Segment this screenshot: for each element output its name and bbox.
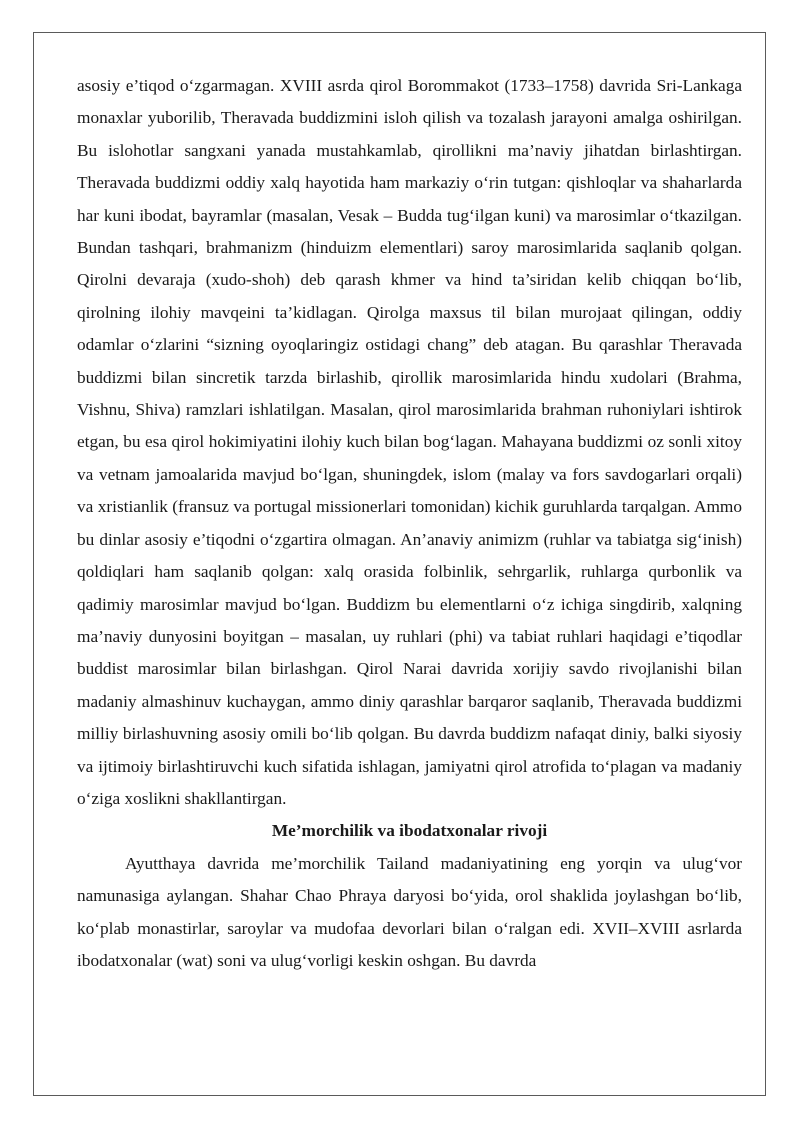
paragraph-architecture: Ayutthaya davrida me’morchilik Tailand madaniyatining eng yorqin va ulug‘vor namunasiga aylangan. Shahar Chao Phraya daryosi bo‘yida, orol shaklida joylashgan bo‘lib, ko‘plab monastirlar, saroylar va mudofaa devorlari bilan o‘ralgan edi. XVII–XVIII asrlarda ibodatxonalar (wat) soni va ulug‘vorligi keskin oshgan. Bu davrda bbox=[77, 853, 742, 970]
paragraph-religion: asosiy e’tiqod o‘zgarmagan. XVIII asrda qirol Borommakot (1733–1758) davrida Sri-Lankaga monaxlar yuborilib, Theravada buddizmini isloh qilish va tozalash jarayoni amalga oshirilgan. Bu islohotlar sangxani yanada mustahkamlab, qirollikni ma’naviy jihatdan birlashtirgan. Theravada buddizmi oddiy xalq hayotida ham markaziy o‘rin tutgan: qishloqlar va shaharlarda har kuni ibodat, bayramlar (masalan, Vesak – Budda tug‘ilgan kuni) va marosimlar o‘tkazilgan. Bundan tashqari, brahmanizm (hinduizm elementlari) saroy marosimlarida saqlanib qolgan. Qirolni devaraja (xudo-shoh) deb qarash khmer va hind ta’siridan kelib chiqqan bo‘lib, qirolning ilohiy mavqeini ta’kidlagan. Qirolga maxsus til bilan murojaat qilingan, oddiy odamlar o‘zlarini “sizning oyoqlaringiz ostidagi chang” deb atagan. Bu qarashlar Theravada buddizmi bilan sincretik tarzda birlashib, qirollik marosimlarida hindu xudolari (Brahma, Vishnu, Shiva) ramzlari ishlatilgan. Masalan, qirol marosimlarida brahman ruhoniylari ishtirok etgan, bu esa qirol hokimiyatini ilohiy kuch bilan bog‘lagan. Mahayana buddizmi oz sonli xitoy va vetnam jamoalarida mavjud bo‘lgan, shuningdek, islom (malay va fors savdogarlari orqali) va xristianlik (fransuz va portugal missionerlari tomonidan) kichik guruhlarda tarqalgan. Ammo bu dinlar asosiy e’tiqodni o‘zgartira olmagan. An’anaviy animizm (ruhlar va tabiatga sig‘inish) qoldiqlari ham saqlanib qolgan: xalq orasida folbinlik, sehrgarlik, ruhlarga qurbonlik va qadimiy marosimlar mavjud bo‘lgan. Buddizm bu elementlarni o‘z ichiga singdirib, xalqning ma’naviy dunyosini boyitgan – masalan, uy ruhlari (phi) va tabiat ruhlari haqidagi e’tiqodlar buddist marosimlar bilan birlashgan. Qirol Narai davrida xorijiy savdo rivojlanishi bilan madaniy almashinuv kuchaygan, ammo diniy qarashlar barqaror saqlanib, Theravada buddizmi milliy birlashuvning asosiy omili bo‘lib qolgan. Bu davrda buddizm nafaqat diniy, balki siyosiy va ijtimoiy birlashtiruvchi kuch sifatida ishlagan, jamiyatni qirol atrofida to‘plagan va madaniy o‘ziga xoslikni shakllantirgan. bbox=[77, 76, 742, 808]
document-body bbox=[77, 70, 742, 977]
section-heading: Me’morchilik va ibodatxonalar rivoji bbox=[271, 821, 548, 841]
